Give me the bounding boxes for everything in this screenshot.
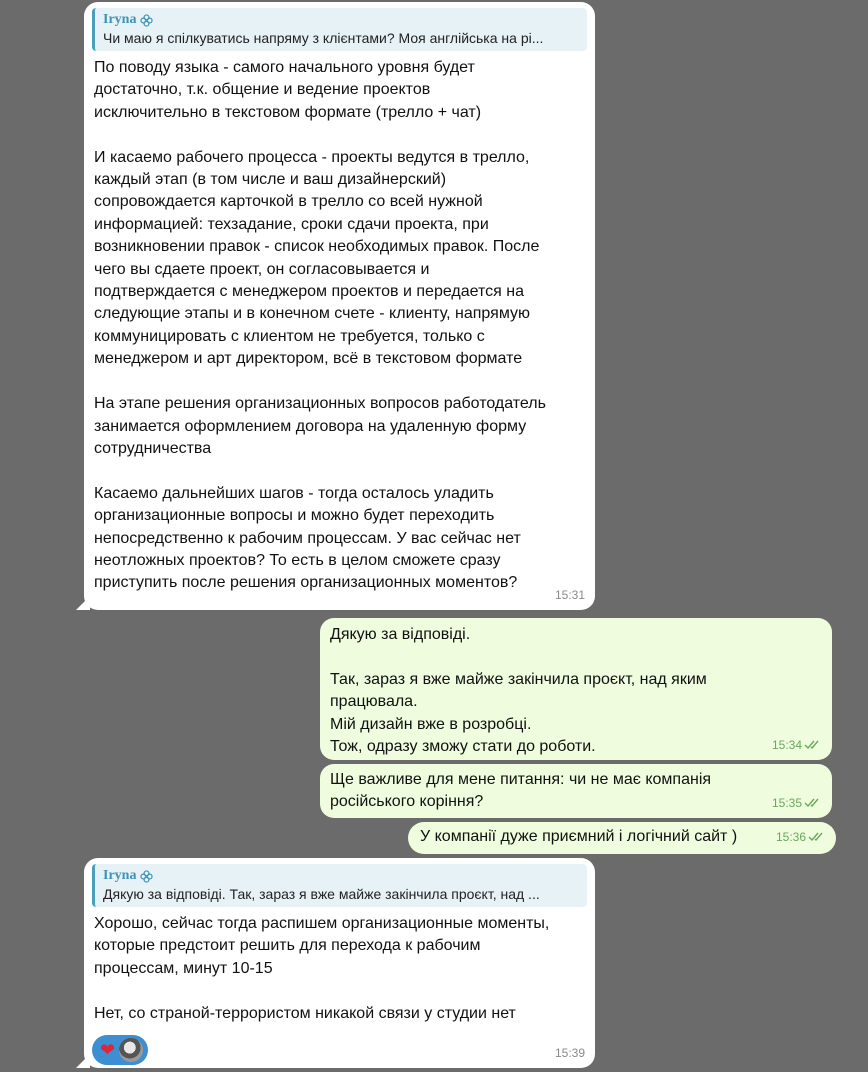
double-check-icon [808,832,826,842]
reply-author: Iryna [103,11,579,29]
outgoing-message[interactable] [320,764,832,818]
outgoing-message[interactable] [320,618,832,760]
reactions-bar[interactable] [92,1035,148,1065]
double-check-icon [804,740,822,750]
message-time: 15:36 [776,826,826,848]
double-check-icon [804,798,822,808]
reply-author: Iryna [103,867,579,885]
message-time: 15:34 [772,734,822,756]
message-text: У компанії дуже приємний і логічний сайт ) [420,828,738,845]
reply-preview: Дякую за відповіді. Так, зараз я вже майже закінчила проєкт, над ... [103,886,540,902]
message-time: 15:39 [554,1045,585,1060]
message-time: 15:31 [554,587,585,602]
reply-quote[interactable] [92,864,587,907]
incoming-message[interactable] [84,2,595,610]
outgoing-message[interactable] [408,822,836,854]
heart-icon[interactable]: ❤ [100,1040,116,1061]
incoming-message[interactable] [84,858,595,1068]
flower-icon [140,870,153,883]
flower-icon [140,14,153,27]
reply-preview: Чи маю я спілкуватись напряму з клієнтами? Моя англійська на рі... [103,30,544,46]
message-text: Хорошо, сейчас тогда распишем организационные моменты, которые предстоит решить для перехода к рабочим процессам, минут 10-15 Нет, со страной-террористом никакой связи у студии нет [94,915,550,1022]
message-time: 15:35 [772,792,822,814]
reactor-avatar[interactable] [119,1038,143,1062]
message-text: Ще важливе для мене питання: чи не має компанія російського коріння? [330,771,712,811]
message-text: Дякую за відповіді. Так, зараз я вже майже закінчила проєкт, над яким працювала. Мій дизайн вже в розробці. Тож, одразу зможу стати до роботи. [330,626,707,756]
reply-quote[interactable] [92,8,587,51]
message-text: По поводу языка - самого начального уровня будет достаточно, т.к. общение и ведение проектов исключительно в текстовом формате (трелло + чат) И касаемо рабочего процесса - проекты ведутся в трелло, каждый этап (в том числе и ваш дизайнерский) сопровождается карточкой в трелло со всей нужной информацией: техзадание, сроки сдачи проекта, при возникновении правок - список необходимых правок. После чего вы сдаете проект, он согласовывается и подтверждается с менеджером проектов и передается на следующие этапы и в конечном счете - клиенту, напрямую коммуницировать с клиентом не требуется, только с менеджером и арт директором, всё в текстовом формате На этапе решения организационных вопросов работодатель занимается оформлением договора на удаленную форму сотрудничества Касаемо дальнейших шагов - тогда осталось уладить организационные вопросы и можно будет переходить непосредственно к рабочим процессам. У вас сейчас нет неотложных проектов? То есть в целом сможете сразу приступить после решения организационных моментов? [94,59,546,592]
